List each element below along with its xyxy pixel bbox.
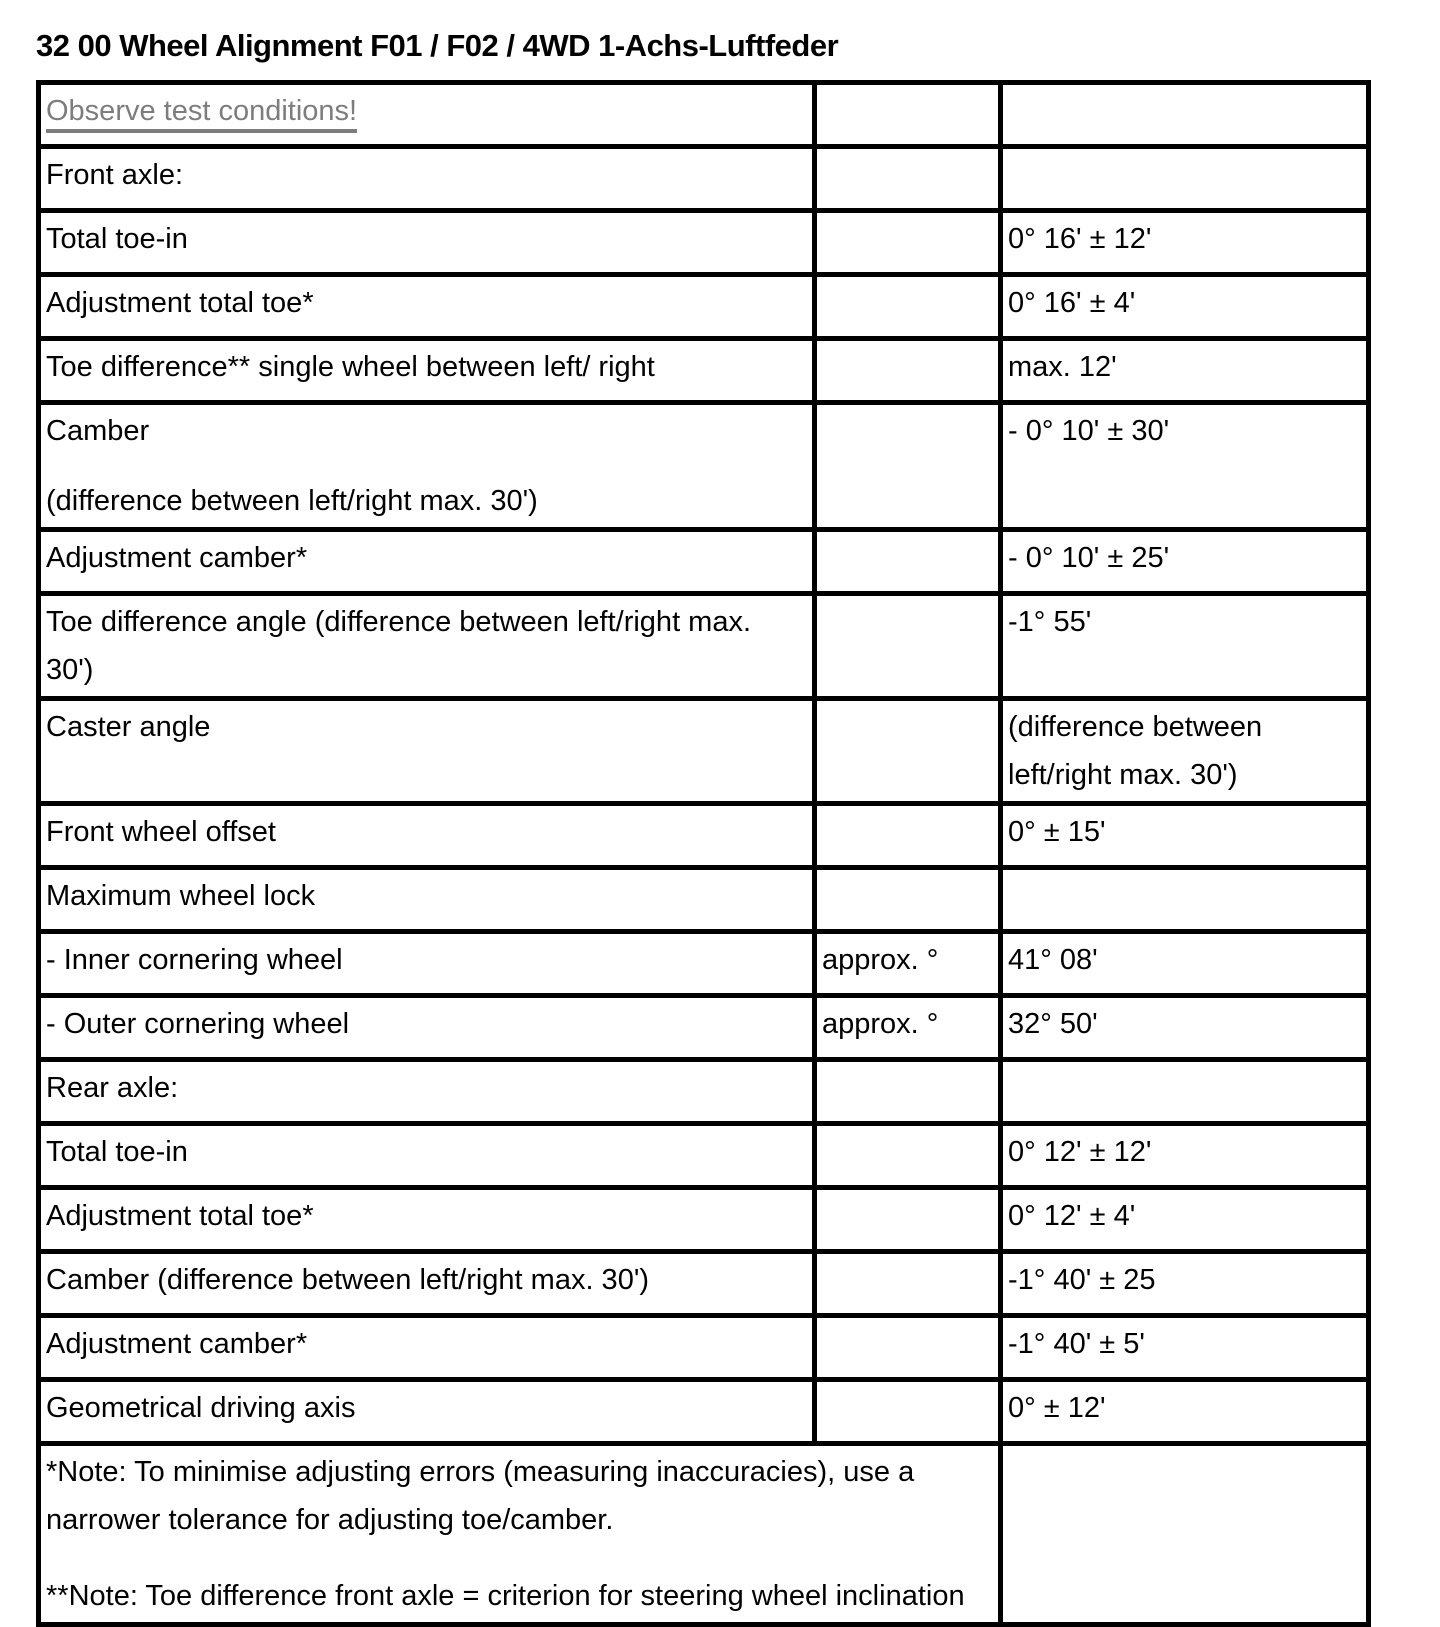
spec-row [39, 699, 1369, 804]
qualifier-cell [815, 530, 1001, 594]
parameter-label: Caster angle [46, 711, 211, 743]
value-cell [1001, 1444, 1369, 1625]
spec-row [39, 1316, 1369, 1380]
qualifier-cell: approx. ° [815, 996, 1001, 1060]
qualifier-cell [815, 1060, 1001, 1124]
parameter-label: Geometrical driving axis [46, 1392, 356, 1424]
wheel-alignment-spec-table [36, 80, 1371, 1627]
parameter-label: Total toe-in [46, 223, 188, 255]
parameter-cell [39, 147, 815, 211]
page-title: 32 00 Wheel Alignment F01 / F02 / 4WD 1-Achs-Luftfeder [36, 28, 839, 63]
value-cell [1001, 83, 1369, 147]
value-cell: 41° 08' [1001, 932, 1369, 996]
spec-row [39, 339, 1369, 403]
parameter-label: (difference between left/right max. 30') [46, 485, 538, 517]
parameter-label: Rear axle: [46, 1072, 179, 1104]
spec-row [39, 1380, 1369, 1444]
value-cell: 32° 50' [1001, 996, 1369, 1060]
value-cell: - 0° 10' ± 25' [1001, 530, 1369, 594]
qualifier-cell [815, 339, 1001, 403]
parameter-label: Camber (difference between left/right max. 30') [46, 1264, 650, 1296]
spec-row [39, 211, 1369, 275]
parameter-cell [39, 868, 815, 932]
spec-row [39, 868, 1369, 932]
parameter-cell [39, 932, 815, 996]
qualifier-cell [815, 1252, 1001, 1316]
spec-row [39, 83, 1369, 147]
value-cell [1001, 1060, 1369, 1124]
value-cell [1001, 868, 1369, 932]
qualifier-cell: approx. ° [815, 932, 1001, 996]
qualifier-cell [815, 868, 1001, 932]
parameter-cell [39, 83, 815, 147]
qualifier-cell [815, 1188, 1001, 1252]
parameter-label: Toe difference** single wheel between left/ right [46, 351, 655, 383]
value-cell: (difference between left/right max. 30') [1001, 699, 1369, 804]
note-cell [39, 1444, 1001, 1625]
parameter-cell [39, 1252, 815, 1316]
spec-row [39, 932, 1369, 996]
spec-row [39, 530, 1369, 594]
value-cell: 0° ± 12' [1001, 1380, 1369, 1444]
parameter-label: - Inner cornering wheel [46, 944, 343, 976]
value-cell: -1° 55' [1001, 594, 1369, 699]
spec-row [39, 1188, 1369, 1252]
parameter-cell [39, 275, 815, 339]
value-cell: 0° ± 15' [1001, 804, 1369, 868]
parameter-label: Adjustment camber* [46, 542, 308, 574]
value-cell: 0° 16' ± 4' [1001, 275, 1369, 339]
qualifier-cell [815, 804, 1001, 868]
note-paragraph: *Note: To minimise adjusting errors (measuring inaccuracies), use a narrower tolerance for adjusting toe/camber. [46, 1456, 915, 1536]
spec-row [39, 1444, 1369, 1625]
parameter-label: Adjustment camber* [46, 1328, 308, 1360]
spec-row [39, 1252, 1369, 1316]
parameter-label: Adjustment total toe* [46, 1200, 314, 1232]
parameter-label: Observe test conditions! [46, 87, 806, 135]
parameter-label: Total toe-in [46, 1136, 188, 1168]
parameter-cell [39, 1380, 815, 1444]
qualifier-cell [815, 403, 1001, 530]
value-cell: 0° 12' ± 12' [1001, 1124, 1369, 1188]
spec-row [39, 1124, 1369, 1188]
spec-row [39, 594, 1369, 699]
spec-row [39, 403, 1369, 530]
value-cell [1001, 147, 1369, 211]
parameter-cell [39, 1060, 815, 1124]
qualifier-cell [815, 699, 1001, 804]
qualifier-cell [815, 594, 1001, 699]
parameter-cell [39, 211, 815, 275]
parameter-cell [39, 403, 815, 530]
parameter-cell [39, 699, 815, 804]
parameter-cell [39, 996, 815, 1060]
qualifier-cell [815, 1124, 1001, 1188]
parameter-cell [39, 339, 815, 403]
parameter-cell [39, 594, 815, 699]
parameter-label: Front axle: [46, 159, 183, 191]
parameter-label: Adjustment total toe* [46, 287, 314, 319]
spec-row [39, 275, 1369, 339]
qualifier-cell [815, 275, 1001, 339]
value-cell: max. 12' [1001, 339, 1369, 403]
parameter-label: Toe difference angle (difference between left/right max. 30') [46, 606, 752, 686]
value-cell: -1° 40' ± 5' [1001, 1316, 1369, 1380]
spec-row [39, 147, 1369, 211]
qualifier-cell [815, 211, 1001, 275]
value-cell: -1° 40' ± 25 [1001, 1252, 1369, 1316]
qualifier-cell [815, 1380, 1001, 1444]
value-cell: 0° 16' ± 12' [1001, 211, 1369, 275]
parameter-label: - Outer cornering wheel [46, 1008, 350, 1040]
parameter-cell [39, 1316, 815, 1380]
qualifier-cell [815, 83, 1001, 147]
parameter-cell [39, 1124, 815, 1188]
note-paragraph: **Note: Toe difference front axle = criterion for steering wheel inclination [46, 1580, 965, 1612]
spec-row [39, 804, 1369, 868]
parameter-cell [39, 1188, 815, 1252]
parameter-label: Camber [46, 415, 150, 447]
parameter-label: Front wheel offset [46, 816, 276, 848]
value-cell: 0° 12' ± 4' [1001, 1188, 1369, 1252]
spec-row [39, 996, 1369, 1060]
parameter-cell [39, 804, 815, 868]
spec-row [39, 1060, 1369, 1124]
qualifier-cell [815, 147, 1001, 211]
parameter-cell [39, 530, 815, 594]
qualifier-cell [815, 1316, 1001, 1380]
parameter-label: Maximum wheel lock [46, 880, 316, 912]
value-cell: - 0° 10' ± 30' [1001, 403, 1369, 530]
